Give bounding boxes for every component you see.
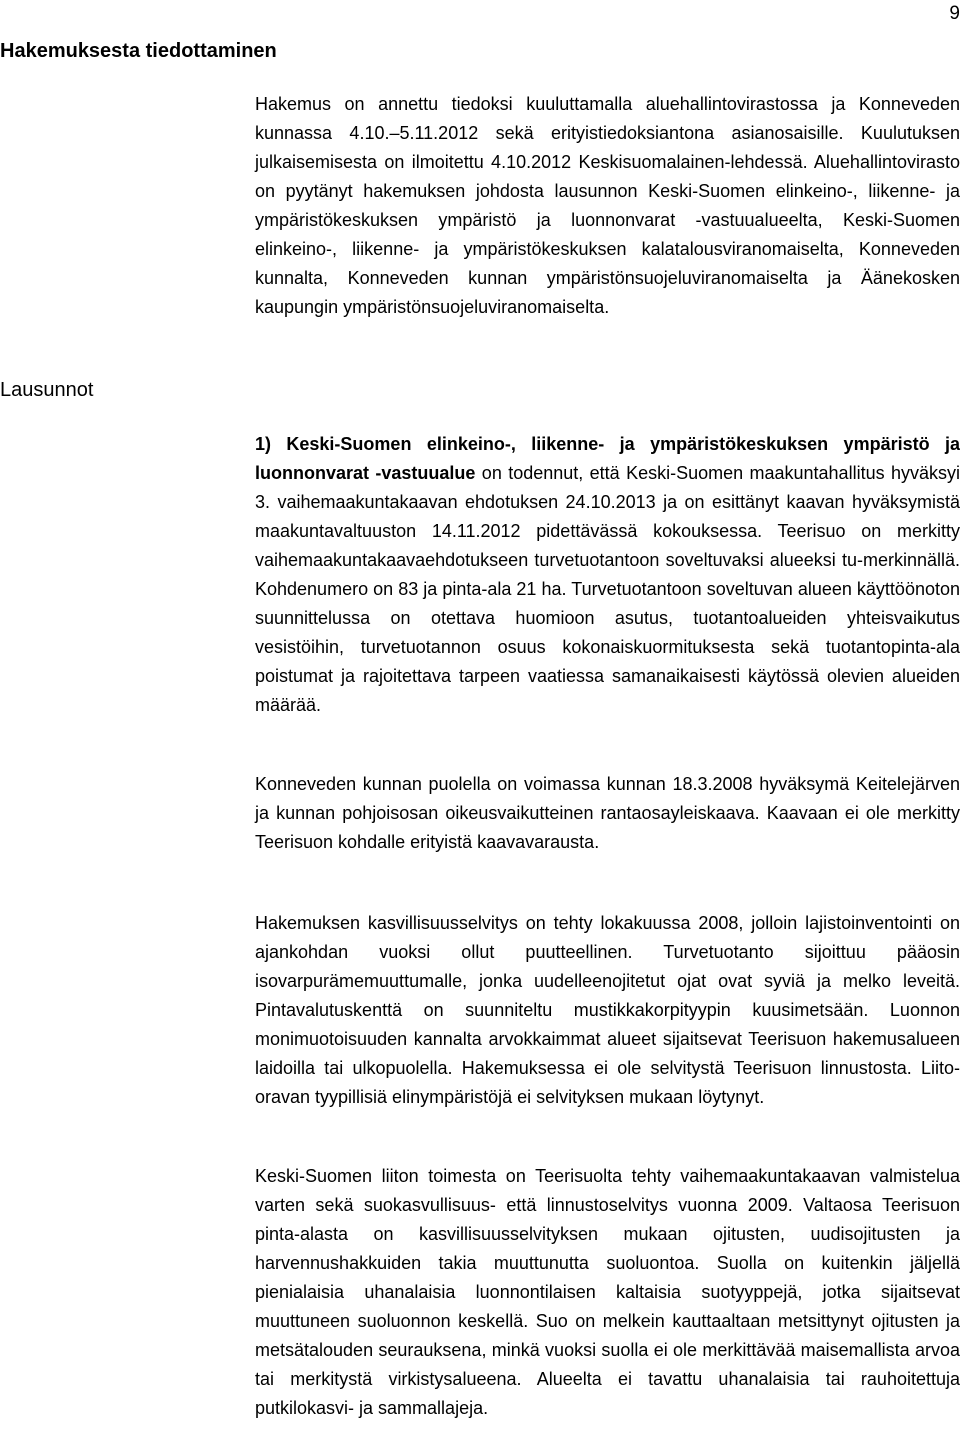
paragraph-text (255, 430, 960, 720)
section-heading-lausunnot: Lausunnot (0, 379, 94, 401)
paragraph-text: Konneveden kunnan puolella on voimassa kunnan 18.3.2008 hyväksymä Keitelejärven ja kunnan pohjoisosan oikeusvaikutteinen rantaosayleiskaava. Kaavaan ei ole merkitty Teerisuon kohdalle erityistä kaavavarausta. (255, 774, 960, 852)
page-number: 9 (949, 3, 960, 24)
paragraph-tiedottaminen (255, 90, 960, 322)
paragraph-regional-survey (255, 1162, 960, 1423)
section-heading-tiedottaminen: Hakemuksesta tiedottaminen (0, 40, 277, 62)
statement-body: on todennut, että Keski-Suomen maakuntahallitus hyväksyi 3. vaihemaakuntakaavan ehdotuksen 24.10.2013 ja on esittänyt kaavan hyväksymistä maakuntavaltuuston 14.11.2012 pidettävässä kokouksessa. Teerisuo on merkitty vaihemaakuntakaavaehdotukseen turvetuotantoon soveltuvaksi alueeksi tu-merkinnällä. Kohdenumero on 83 ja pinta-ala 21 ha. Turvetuotantoon soveltuvan alueen käyttöönoton suunnittelussa on otettava huomioon asutus, tuotantoalueiden yhteisvaikutus vesistöihin, turvetuotannon osuus kokonaiskuormituksesta sekä tuotantopinta-ala poistumat ja rajoitettava tarpeen vaatiessa samanaikaisesti käytössä olevien alueiden määrää. (255, 463, 960, 715)
paragraph-vegetation-survey (255, 909, 960, 1112)
paragraph-konnevesi-plan (255, 770, 960, 857)
paragraph-text: Keski-Suomen liiton toimesta on Teerisuolta tehty vaihemaakuntakaavan valmistelua varten sekä suokasvullisuus- että linnustoselvitys vuonna 2009. Valtaosa Teerisuon pinta-alasta on kasvillisuusselvityksen mukaan ojitusten, uudisojitusten ja harvennushakkuiden takia muuttunutta suoluontoa. Suolla on kuitenkin jäljellä pienialaisia uhanalaisia luonnontilaisen kaltaisia suotyyppejä, jotka sijaitsevat muuttuneen suoluonnon keskellä. Suo on melkein kauttaaltaan metsittynyt ojitusten ja metsätalouden seurauksena, minkä vuoksi suolla ei ole merkittävää maisemallista arvoa tai merkitystä virkistysalueena. Alueelta ei tavattu uhanalaisia tai rauhoitettuja putkilokasvi- ja sammallajeja. (255, 1166, 960, 1418)
statement-lead: 1) Keski-Suomen elinkeino-, liikenne- ja ympäristökeskuksen ympäristö ja luonnonvarat -vastuualue (255, 434, 960, 483)
paragraph-text: Hakemuksen kasvillisuusselvitys on tehty lokakuussa 2008, jolloin lajistoinventointi on ajankohdan vuoksi ollut puutteellinen. Turvetuotanto sijoittuu pääosin isovarpurämemuuttumalle, jonka uudelleenojitetut ojat ovat syviä ja melko leveitä. Pintavalutuskenttä on suunniteltu mustikkakorpityypin kuusimetsään. Luonnon monimuotoisuuden kannalta arvokkaimmat alueet sijaitsevat Teerisuon hakemusalueen laidoilla tai ulkopuolella. Hakemuksessa ei ole selvitystä Teerisuon linnustosta. Liito-oravan tyypillisiä elinympäristöjä ei selvityksen mukaan löytynyt. (255, 913, 960, 1107)
paragraph-ely-statement (255, 430, 960, 720)
paragraph-text: Hakemus on annettu tiedoksi kuuluttamalla aluehallintovirastossa ja Konneveden kunnassa 4.10.–5.11.2012 sekä erityistiedoksiantona asianosaisille. Kuulutuksen julkaisemisesta on ilmoitettu 4.10.2012 Keskisuomalainen-lehdessä. Aluehallintovirasto on pyytänyt hakemuksen johdosta lausunnon Keski-Suomen elinkeino-, liikenne- ja ympäristökeskuksen ympäristö ja luonnonvarat -vastuualueelta, Keski-Suomen elinkeino-, liikenne- ja ympäristökeskuksen kalatalousviranomaiselta, Konneveden kunnalta, Konneveden kunnan ympäristönsuojeluviranomaiselta ja Äänekosken kaupungin ympäristönsuojeluviranomaiselta. (255, 94, 960, 317)
